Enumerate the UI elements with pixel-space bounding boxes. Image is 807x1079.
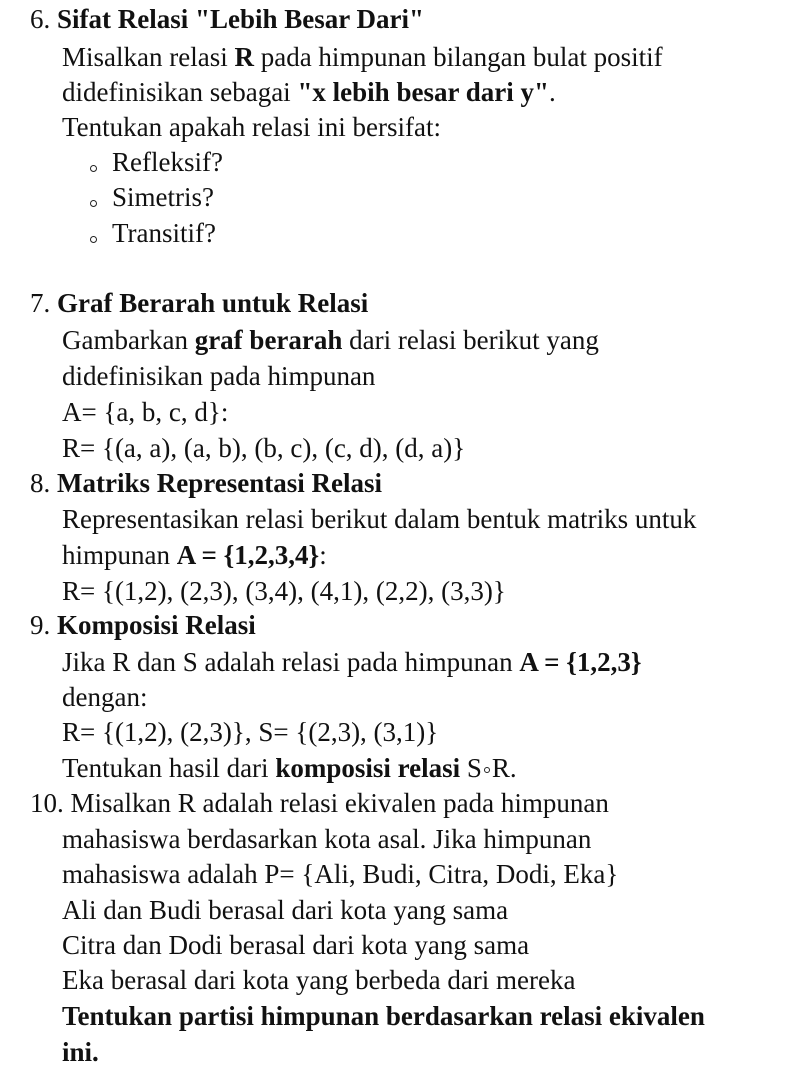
question-7-heading	[30, 286, 368, 321]
text-run: :	[319, 540, 327, 570]
question-text-line: mahasiswa adalah P= {Ali, Budi, Citra, Dodi, Eka}	[62, 859, 619, 889]
text-run: R.	[491, 753, 517, 783]
composition-operator-icon	[484, 767, 490, 773]
question-6-heading	[30, 2, 424, 37]
text-run: Gambarkan	[62, 325, 195, 355]
question-instruction: Tentukan partisi himpunan berdasarkan relasi ekivalen	[62, 1001, 705, 1031]
text-run: Misalkan relasi	[62, 42, 235, 72]
text-run: S	[460, 753, 482, 783]
bold-run: A = {1,2,3}	[519, 647, 642, 677]
question-text-line	[62, 40, 663, 75]
bold-run: komposisi relasi	[275, 753, 461, 783]
bold-run: R	[234, 42, 254, 72]
text-run: Tentukan hasil dari	[62, 753, 276, 783]
question-text: Misalkan R adalah relasi ekivalen pada himpunan	[70, 788, 609, 818]
circle-bullet-icon	[90, 200, 97, 207]
list-item: Simetris?	[112, 182, 214, 212]
question-title: Sifat Relasi "Lebih Besar Dari"	[57, 4, 424, 34]
bold-run: "x lebih besar dari y"	[297, 77, 549, 107]
question-text-line	[62, 75, 556, 110]
bold-run: A = {1,2,3,4}	[176, 540, 320, 570]
text-run: pada himpunan bilangan bulat positif	[253, 42, 663, 72]
question-text-line	[62, 323, 599, 358]
bold-run: graf berarah	[194, 325, 343, 355]
question-text-line	[62, 751, 517, 786]
question-title: Graf Berarah untuk Relasi	[57, 288, 369, 318]
set-definition: A= {a, b, c, d}:	[62, 397, 229, 427]
text-run: didefinisikan sebagai	[62, 77, 298, 107]
list-item: Transitif?	[112, 218, 217, 248]
question-text-line	[62, 538, 327, 573]
relation-definition: R= {(a, a), (a, b), (b, c), (c, d), (d, a)}	[62, 433, 466, 463]
question-9-heading	[30, 608, 256, 643]
circle-bullet-icon	[90, 165, 97, 172]
question-8-heading	[30, 466, 382, 501]
circle-bullet-icon	[90, 236, 97, 243]
question-text-line: Eka berasal dari kota yang berbeda dari mereka	[62, 965, 576, 995]
question-text-line: mahasiswa berdasarkan kota asal. Jika himpunan	[62, 824, 592, 854]
question-text-line: didefinisikan pada himpunan	[62, 361, 376, 391]
question-text-line	[62, 645, 642, 680]
question-text-line: Citra dan Dodi berasal dari kota yang sama	[62, 930, 530, 960]
question-number: 8.	[30, 468, 51, 498]
text-run: himpunan	[62, 540, 177, 570]
text-run: Jika R dan S adalah relasi pada himpunan	[62, 647, 520, 677]
question-text-line: Representasikan relasi berikut dalam bentuk matriks untuk	[62, 504, 697, 534]
question-number: 9.	[30, 610, 51, 640]
question-number: 10.	[30, 788, 64, 818]
list-item: Refleksif?	[112, 147, 223, 177]
question-text-line: dengan:	[62, 682, 148, 712]
question-instruction: ini.	[62, 1037, 99, 1067]
question-text-line: Tentukan apakah relasi ini bersifat:	[62, 112, 441, 142]
text-run: .	[548, 77, 556, 107]
question-title: Matriks Representasi Relasi	[57, 468, 382, 498]
question-number: 6.	[30, 4, 51, 34]
question-number: 7.	[30, 288, 51, 318]
question-text-line: Ali dan Budi berasal dari kota yang sama	[62, 895, 509, 925]
question-10-first-line	[30, 786, 609, 821]
text-run: dari relasi berikut yang	[342, 325, 599, 355]
relation-definition: R= {(1,2), (2,3)}, S= {(2,3), (3,1)}	[62, 717, 439, 747]
question-title: Komposisi Relasi	[57, 610, 256, 640]
relation-definition: R= {(1,2), (2,3), (3,4), (4,1), (2,2), (3,3)}	[62, 576, 506, 606]
